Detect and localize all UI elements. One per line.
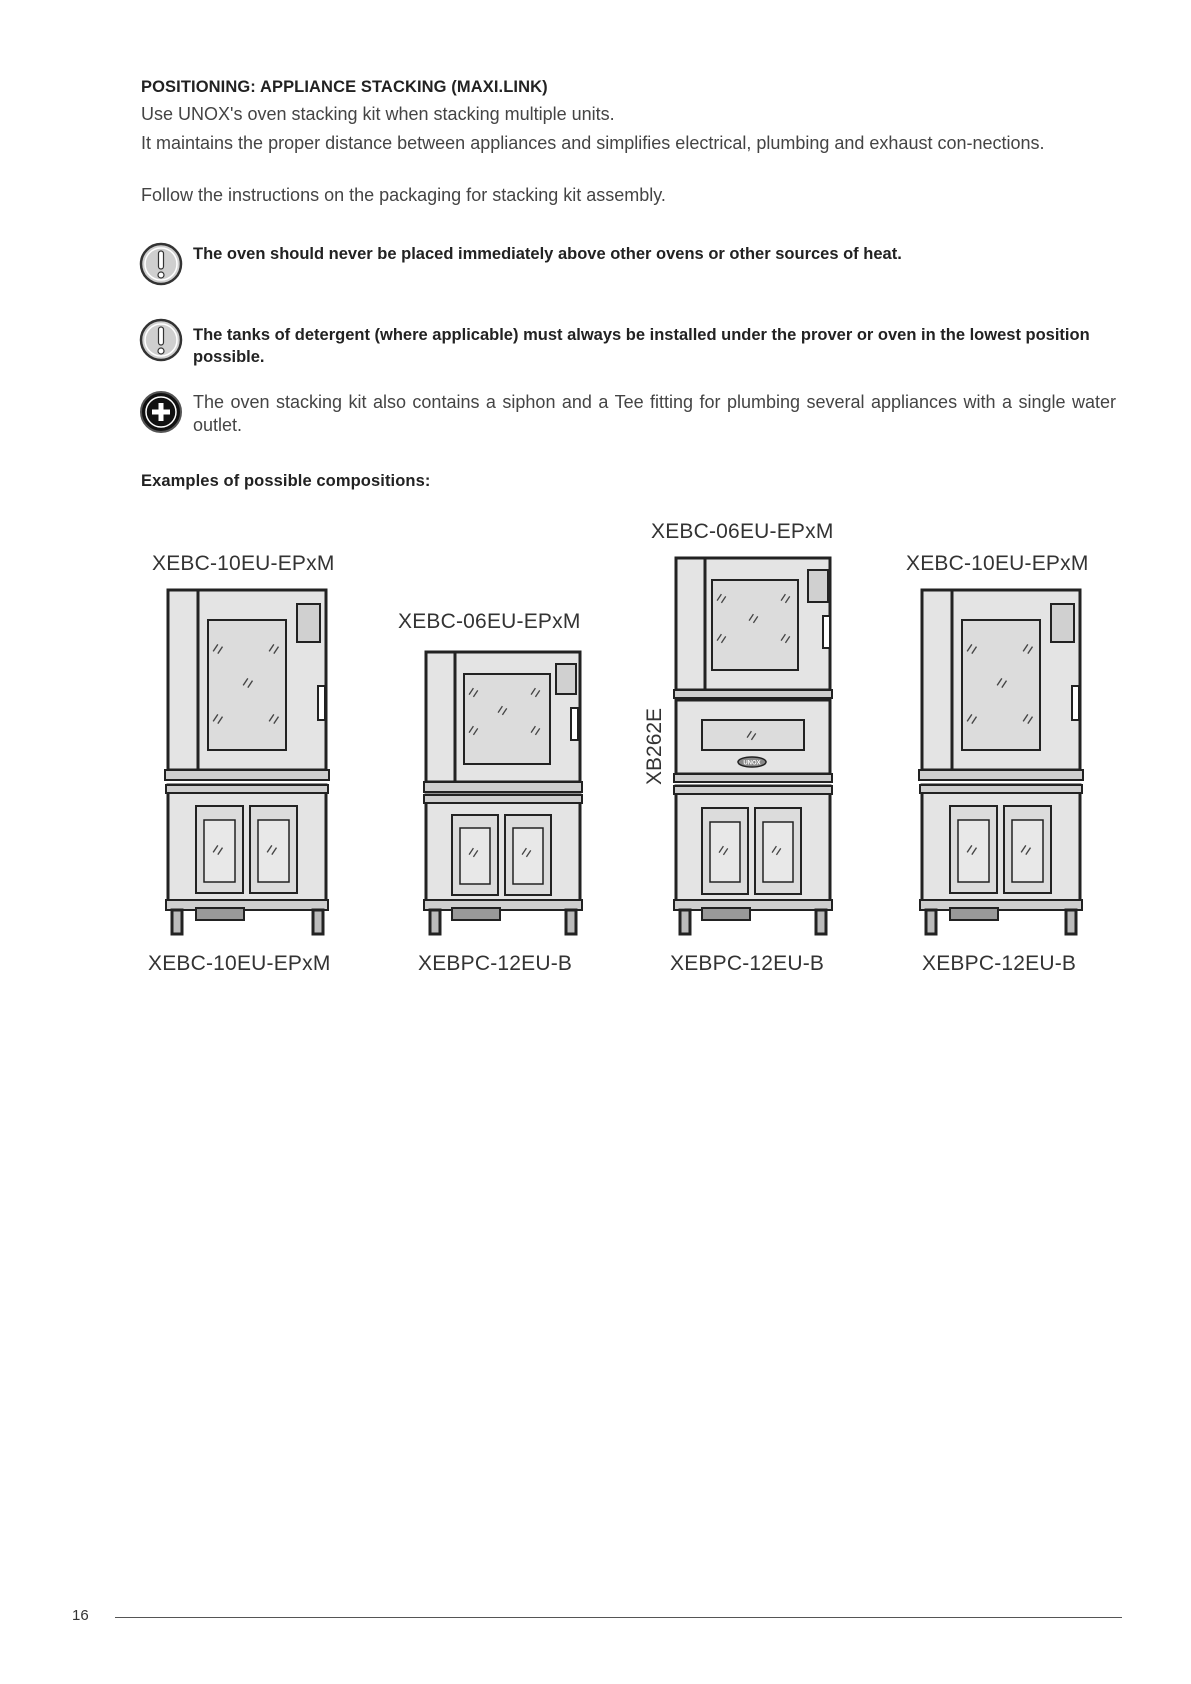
- comp1-bottom-label: XEBC-10EU-EPxM: [148, 952, 331, 975]
- section-heading: POSITIONING: APPLIANCE STACKING (MAXI.LINK): [141, 78, 548, 96]
- oven-10-tray: [919, 590, 1083, 780]
- composition-3: [674, 558, 832, 934]
- hood-xb262e: [674, 700, 832, 782]
- footer-rule: [115, 1617, 1122, 1618]
- oven-10-tray: [165, 590, 329, 780]
- comp3-top-label: XEBC-06EU-EPxM: [651, 520, 834, 543]
- plus-icon: [139, 390, 183, 434]
- notice-stacking-kit: The oven stacking kit also contains a siphon and a Tee fitting for plumbing several appliances with a single water outlet.: [193, 392, 1116, 435]
- instructions-paragraph: Follow the instructions on the packaging for stacking kit assembly.: [141, 185, 666, 205]
- unox-badge-text: UNOX: [743, 760, 761, 767]
- prover-cabinet: [674, 786, 832, 934]
- notice-detergent-tanks: The tanks of detergent (where applicable) must always be installed under the prover or oven in the lowest position possible.: [193, 326, 1090, 366]
- compositions-illustration: [0, 540, 1191, 950]
- notice-no-heat-source: The oven should never be placed immediately above other ovens or other sources of heat.: [193, 245, 902, 263]
- distance-paragraph: It maintains the proper distance between appliances and simplifies electrical, plumbing and exhaust con-nections.: [141, 133, 1045, 153]
- comp4-bottom-label: XEBPC-12EU-B: [922, 952, 1077, 975]
- examples-heading: Examples of possible compositions:: [141, 472, 431, 490]
- oven-06-upper: [674, 558, 832, 698]
- comp4-top-label: XEBC-10EU-EPxM: [906, 552, 1089, 575]
- prover-cabinet: [920, 785, 1082, 934]
- comp2-top-label: XEBC-06EU-EPxM: [398, 610, 581, 633]
- warning-icon: [139, 318, 183, 362]
- composition-2: [424, 652, 582, 934]
- composition-1: [165, 590, 329, 934]
- prover-cabinet: [424, 795, 582, 934]
- comp1-top-label: XEBC-10EU-EPxM: [152, 552, 335, 575]
- oven-06: [424, 652, 582, 792]
- comp2-bottom-label: XEBPC-12EU-B: [418, 952, 573, 975]
- page-number: 16: [72, 1607, 89, 1624]
- comp3-middle-label: XB262E: [643, 707, 666, 785]
- intro-paragraph: Use UNOX's oven stacking kit when stacking multiple units.: [141, 104, 615, 124]
- oven-10-lower: [166, 785, 328, 934]
- warning-icon: [139, 242, 183, 286]
- comp3-bottom-label: XEBPC-12EU-B: [670, 952, 825, 975]
- composition-4: [919, 590, 1083, 934]
